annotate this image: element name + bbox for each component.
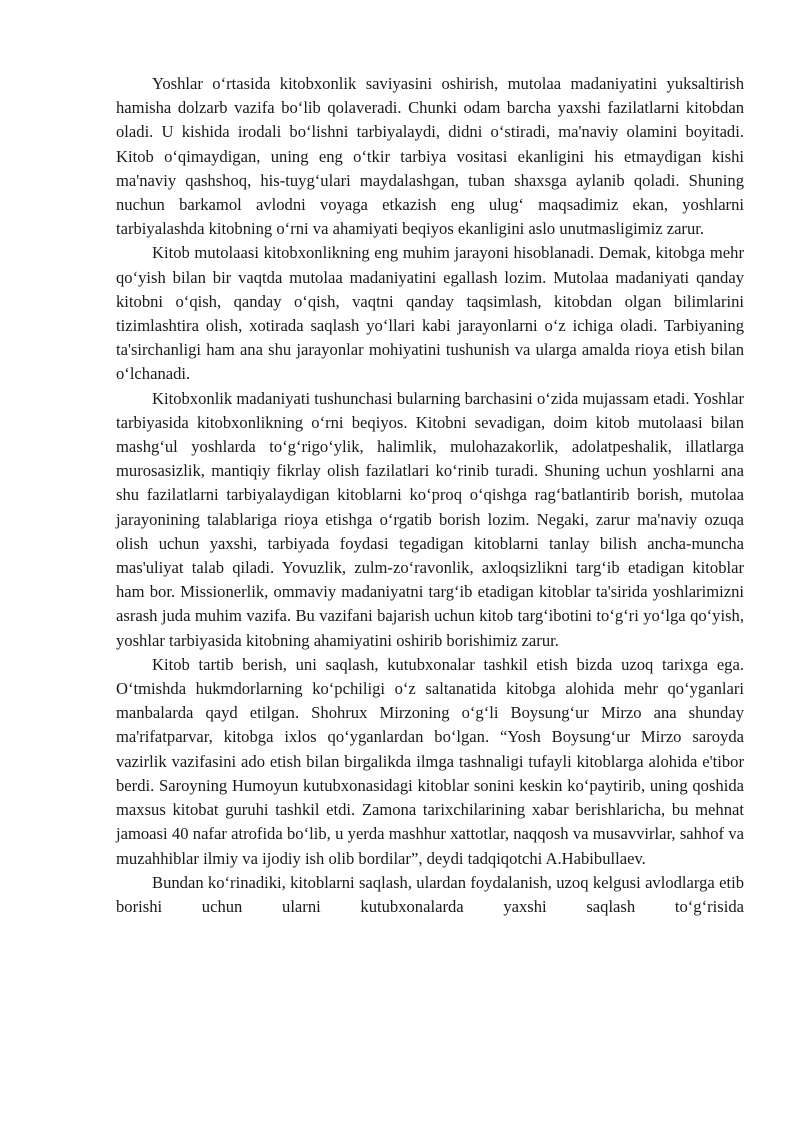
paragraph-4: Kitob tartib berish, uni saqlash, kutubxonalar tashkil etish bizda uzoq tarixga ega. O‘tmishda hukmdorlarning ko‘pchiligi o‘z saltanatida kitobga alohida mehr qo‘yganlari manbalarda qayd etilgan. Shohrux Mirzoning o‘g‘li Boysung‘ur Mirzo ana shunday ma'rifatparvar, kitobga ixlos qo‘yganlardan bo‘lgan. “Yosh Boysung‘ur Mirzo saroyda vazirlik vazifasini ado etish bilan birgalikda ilmga tashnaligi tufayli kitoblarga alohida e'tibor berdi. Saroyning Humoyun kutubxonasidagi kitoblar sonini keskin ko‘paytirib, uning qoshida maxsus kitobat guruhi tashkil etdi. Zamona tarixchilarining xabar berishlaricha, bu mehnat jamoasi 40 nafar atrofida bo‘lib, u yerda mashhur xattotlar, naqqosh va musavvirlar, sahhof va muzahhiblar ilmiy va ijodiy ish olib bordilar”, deydi tadqiqotchi A.Habibullaev.	[116, 654, 744, 868]
paragraph-2: Kitob mutolaasi kitobxonlikning eng muhim jarayoni hisoblanadi. Demak, kitobga mehr qo‘yish bilan bir vaqtda mutolaa madaniyatini egallash lozim. Mutolaa madaniyati qanday kitobni o‘qish, qanday o‘qish, vaqtni qanday taqsimlash, kitobdan olgan bilimlarini tizimlashtira olish, xotirada saqlash yo‘llari kabi jarayonlarni o‘z ichiga oladi. Tarbiyaning ta'sirchanligi ham ana shu jarayonlar mohiyatini tushunish va ularga amalda rioya etish bilan o‘lchanadi.	[116, 243, 744, 384]
document-page	[116, 72, 744, 919]
paragraph-3: Kitobxonlik madaniyati tushunchasi bularning barchasini o‘zida mujassam etadi. Yoshlar tarbiyasida kitobxonlikning o‘rni beqiyos. Kitobni sevadigan, doim kitob mutolaasi bilan mashg‘ul yoshlarda to‘g‘rigo‘ylik, halimlik, mulohazakorlik, adolatpeshalik, illatlarga murosasizlik, mantiqiy fikrlay olish fazilatlari ko‘rinib turadi. Shuning uchun yoshlarni ana shu fazilatlarni tarbiyalaydigan kitoblarni ko‘proq o‘qishga rag‘batlantirib borish, mutolaa jarayonining talablariga rioya etishga o‘rgatib borish lozim. Negaki, zarur ma'naviy ozuqa olish uchun yaxshi, tarbiyada foydasi tegadigan kitoblarni tanlay bilish ancha-muncha mas'uliyat talab qiladi. Yovuzlik, zulm-zo‘ravonlik, axloqsizlikni targ‘ib etadigan kitoblar ham bor. Missionerlik, ommaviy madaniyatni targ‘ib etadigan kitoblar ta'sirida yoshlarimizni asrash juda muhim vazifa. Bu vazifani bajarish uchun kitob targ‘ibotini to‘g‘ri yo‘lga qo‘yish, yoshlar tarbiyasida kitobning ahamiyatini oshirib borishimiz zarur.	[116, 388, 744, 650]
paragraph-1: Yoshlar o‘rtasida kitobxonlik saviyasini oshirish, mutolaa madaniyatini yuksaltirish hamisha dolzarb vazifa bo‘lib qolaveradi. Chunki odam barcha yaxshi fazilatlarni kitobdan oladi. U kishida irodali bo‘lishni tarbiyalaydi, didni o‘stiradi, ma'naviy olamini boyitadi. Kitob o‘qimaydigan, uning eng o‘tkir tarbiya vositasi ekanligini his etmaydigan kishi ma'naviy qashshoq, his-tuyg‘ulari maydalashgan, tuban shaxsga aylanib qoladi. Shuning nuchun barkamol avlodni voyaga etkazish eng ulug‘ maqsadimiz ekan, yoshlarni tarbiyalashda kitobning o‘rni va ahamiyati beqiyos ekanligini aslo unutmasligimiz zarur.	[116, 74, 744, 239]
paragraph-5: Bundan ko‘rinadiki, kitoblarni saqlash, ulardan foydalanish, uzoq kelgusi avlodlarga etib borishi uchun ularni kutubxonalarda yaxshi saqlash to‘g‘risida	[116, 872, 744, 916]
